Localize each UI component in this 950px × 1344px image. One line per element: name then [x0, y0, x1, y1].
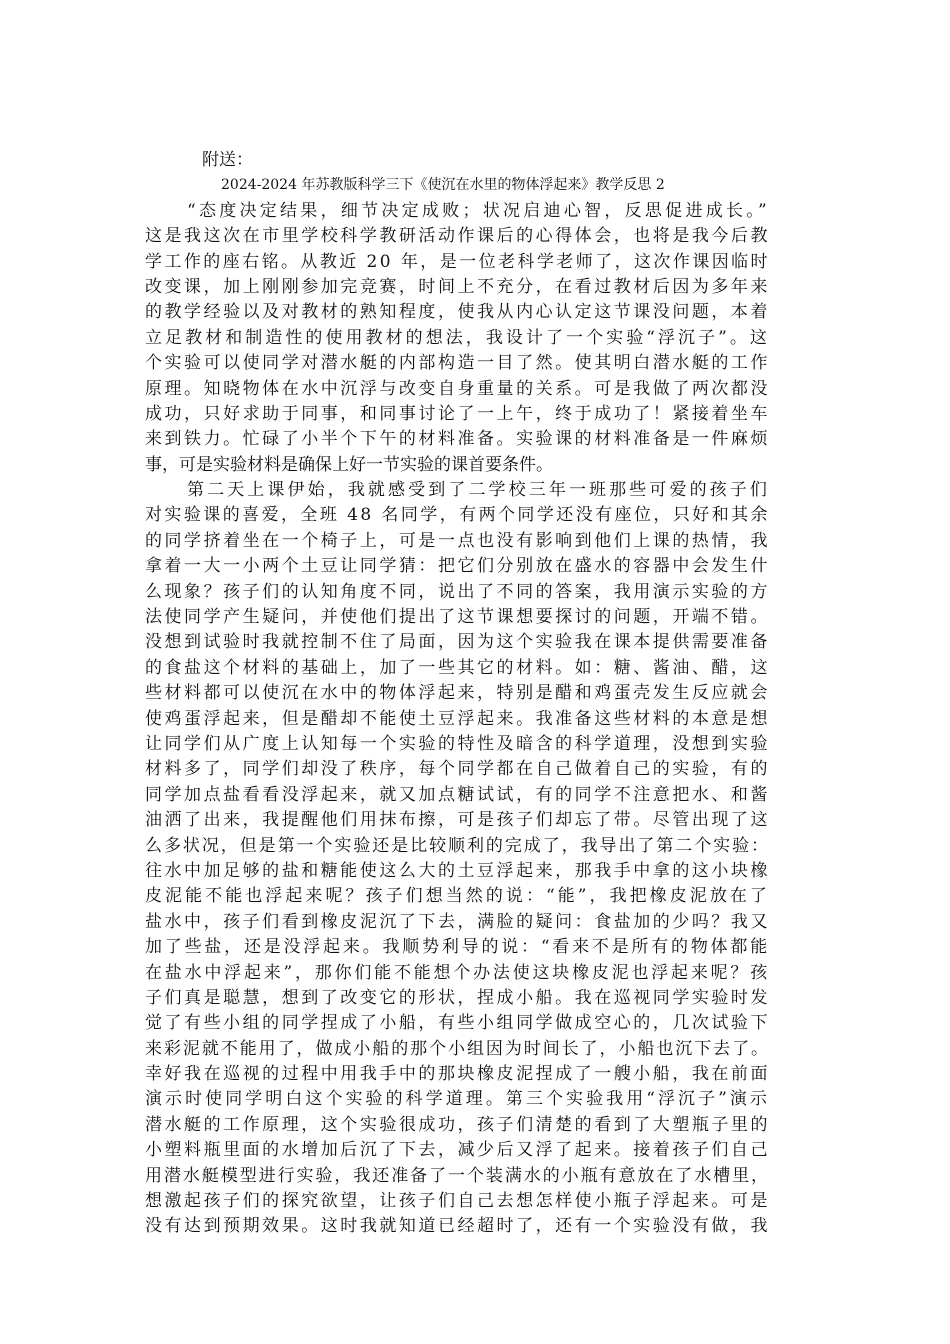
text-line: 些材料都可以使沉在水中的物体浮起来，特别是醋和鸡蛋壳发生反应就会 — [145, 683, 770, 704]
text-line: 盐水中，孩子们看到橡皮泥沉了下去，满脸的疑问：食盐加的少吗？我又 — [145, 911, 770, 932]
paragraph — [145, 199, 770, 478]
text-line: 想激起孩子们的探究欲望，让孩子们自己去想怎样使小瓶子浮起来。可是 — [145, 1191, 770, 1212]
text-line: 这是我这次在市里学校科学教研活动作课后的心得体会，也将是我今后教 — [145, 226, 770, 247]
text-line: 么多状况，但是第一个实验还是比较顺利的完成了，我导出了第二个实验： — [145, 835, 770, 856]
text-line: 同学加点盐看看没浮起来，就又加点糖试试，有的同学不注意把水、和酱 — [145, 784, 770, 805]
text-line: 幸好我在巡视的过程中用我手中的那块橡皮泥捏成了一艘小船，我在前面 — [145, 1064, 770, 1085]
text-line: 觉了有些小组的同学捏成了小船，有些小组同学做成空心的，几次试验下 — [145, 1013, 770, 1034]
text-line: 小塑料瓶里面的水增加后沉了下去，减少后又浮了起来。接着孩子们自己 — [145, 1140, 770, 1161]
text-line: 在盐水中浮起来”，那你们能不能想个办法使这块橡皮泥也浮起来呢？孩 — [145, 962, 771, 983]
text-line: 往水中加足够的盐和糖能使这么大的土豆浮起来，那我手中拿的这小块橡 — [145, 860, 770, 881]
text-line: 事，可是实验材料是确保上好一节实验的课首要条件。 — [145, 454, 553, 475]
text-line: 油洒了出来，我提醒他们用抹布擦，可是孩子们却忘了带。尽管出现了这 — [145, 810, 770, 831]
text-line: 拿着一大一小两个土豆让同学猜：把它们分别放在盛水的容器中会发生什 — [145, 556, 770, 577]
text-line: “态度决定结果，细节决定成败；状况启迪心智，反思促进成长。” — [187, 200, 770, 221]
text-line: 没想到试验时我就控制不住了局面，因为这个实验我在课本提供需要准备 — [145, 632, 770, 653]
document-page — [145, 148, 770, 1240]
text-line: 原理。知晓物体在水中沉浮与改变自身重量的关系。可是我做了两次都没 — [145, 378, 770, 399]
text-line: 成功，只好求助于同事，和同事讨论了一上午，终于成功了！紧接着坐车 — [145, 403, 770, 424]
text-line: 的教学经验以及对教材的熟知程度，使我从内心认定这节课没问题，本着 — [145, 302, 770, 323]
text-line: 来到铁力。忙碌了小半个下午的材料准备。实验课的材料准备是一件麻烦 — [145, 429, 770, 450]
text-line: 来彩泥就不能用了，做成小船的那个小组因为时间长了，小船也沉下去了。 — [145, 1038, 770, 1059]
text-line: 立足教材和制造性的使用教材的想法，我设计了一个实验“浮沉子”。这 — [145, 327, 770, 348]
text-line: 对实验课的喜爱，全班 48 名同学，有两个同学还没有座位，只好和其余 — [145, 505, 770, 526]
text-line: 演示时使同学明白这个实验的科学道理。第三个实验我用“浮沉子”演示 — [145, 1089, 770, 1110]
text-line: 让同学们从广度上认知每一个实验的特性及暗含的科学道理，没想到实验 — [145, 733, 770, 754]
text-line: 的食盐这个材料的基础上，加了一些其它的材料。如：糖、酱油、醋，这 — [145, 657, 770, 678]
text-line: 第二天上课伊始，我就感受到了二学校三年一班那些可爱的孩子们 — [187, 480, 770, 501]
document-title: 2024-2024 年苏教版科学三下《使沉在水里的物体浮起来》教学反思 2 — [221, 177, 665, 194]
text-line: 潜水艇的工作原理，这个实验很成功，孩子们清楚的看到了大塑瓶子里的 — [145, 1114, 770, 1135]
text-line: 么现象？孩子们的认知角度不同，说出了不同的答案，我用演示实验的方 — [145, 581, 770, 602]
text-line: 改变课，加上刚刚参加完竞赛，时间上不充分，在看过教材后因为多年来 — [145, 276, 770, 297]
appendix-label: 附送： — [202, 150, 253, 170]
text-line: 皮泥能不能也浮起来呢？孩子们想当然的说：“能”，我把橡皮泥放在了 — [145, 886, 770, 907]
text-line: 法使同学产生疑问，并使他们提出了这节课想要探讨的问题，开端不错。 — [145, 607, 770, 628]
text-line: 用潜水艇模型进行实验，我还准备了一个装满水的小瓶有意放在了水槽里， — [145, 1165, 770, 1186]
text-line: 学工作的座右铭。从教近 20 年，是一位老科学老师了，这次作课因临时 — [145, 251, 770, 272]
paragraph — [145, 478, 770, 1240]
text-line: 材料多了，同学们却没了秩序，每个同学都在自己做着自己的实验，有的 — [145, 759, 770, 780]
document-body — [145, 199, 770, 1240]
text-line: 加了些盐，还是没浮起来。我顺势利导的说：“看来不是所有的物体都能 — [145, 937, 771, 958]
text-line: 的同学挤着坐在一个椅子上，可是一点也没有影响到他们上课的热情，我 — [145, 530, 770, 551]
text-line: 子们真是聪慧，想到了改变它的形状，捏成小船。我在巡视同学实验时发 — [145, 987, 770, 1008]
text-line: 使鸡蛋浮起来，但是醋却不能使土豆浮起来。我准备这些材料的本意是想 — [145, 708, 770, 729]
text-line: 个实验可以使同学对潜水艇的内部构造一目了然。使其明白潜水艇的工作 — [145, 353, 770, 374]
text-line: 没有达到预期效果。这时我就知道已经超时了，还有一个实验没有做，我 — [145, 1216, 770, 1237]
